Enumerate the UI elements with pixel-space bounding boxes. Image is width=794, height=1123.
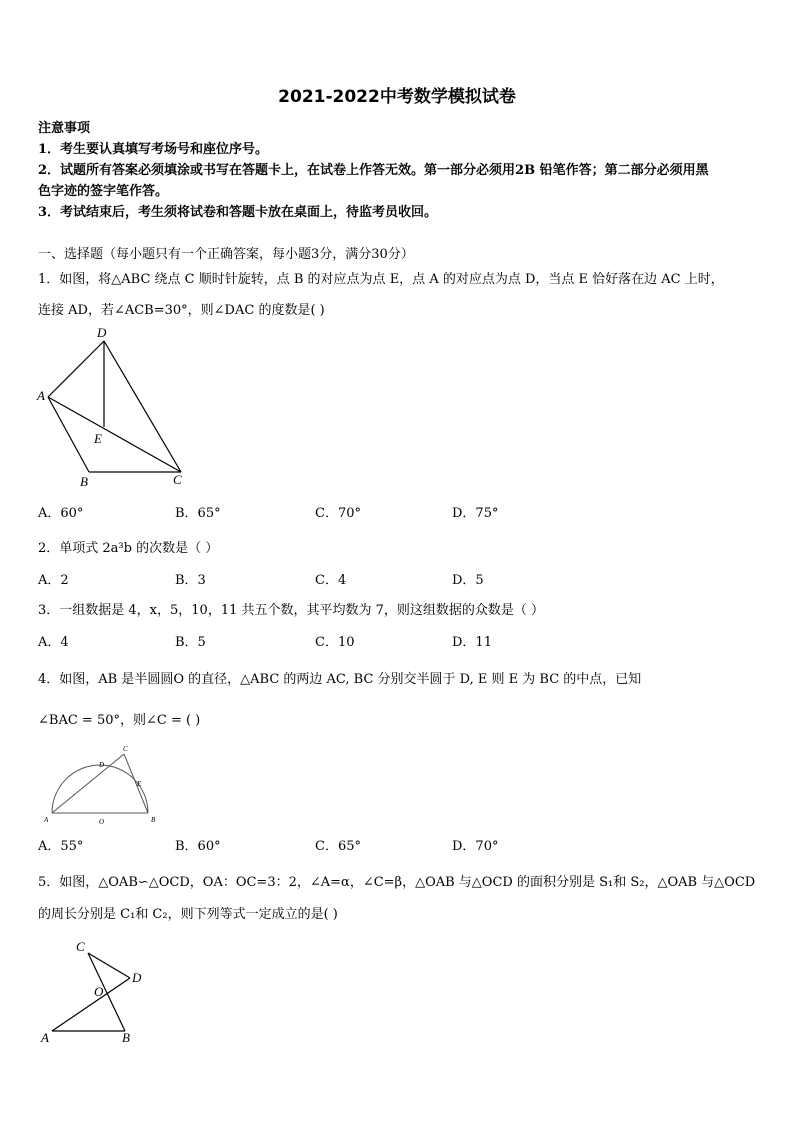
question-1-text: 1．如图，将△ABC 绕点 C 顺时针旋转，点 B 的对应点为点 E，点 A 的对应点为点 D，当点 E 恰好落在边 AC 上时， — [38, 272, 724, 287]
option-b[interactable]: B．3 — [175, 573, 206, 588]
option-d[interactable]: D．11 — [452, 635, 492, 650]
option-d[interactable]: D．5 — [452, 573, 484, 588]
notice-heading: 注意事项 — [38, 121, 91, 136]
label-O: O — [94, 984, 104, 999]
label-D: D — [99, 761, 105, 769]
label-C: C — [123, 745, 128, 753]
option-a[interactable]: A．2 — [38, 573, 69, 588]
option-c[interactable]: C．10 — [315, 635, 355, 650]
notice-item: 3．考试结束后，考生须将试卷和答题卡放在桌面上，待监考员收回。 — [38, 205, 438, 220]
option-d[interactable]: D．70° — [452, 839, 499, 854]
option-a[interactable]: A．55° — [38, 839, 84, 854]
label-D: D — [97, 325, 107, 340]
option-b[interactable]: B．5 — [175, 635, 206, 650]
question-3-text: 3．一组数据是 4，x，5，10，11 共五个数，其平均数为 7，则这组数据的众数是（ ） — [38, 603, 545, 618]
label-E: E — [137, 780, 142, 788]
label-A: A — [44, 816, 49, 824]
label-O: O — [99, 818, 105, 826]
notice-item: 色字迹的签字笔作答。 — [38, 184, 169, 199]
question-1-figure — [0, 0, 200, 160]
option-b[interactable]: B．60° — [175, 839, 221, 854]
option-d[interactable]: D．75° — [452, 506, 499, 521]
question-4-text: ∠BAC = 50°，则∠C = ( ) — [38, 713, 201, 728]
option-c[interactable]: C．65° — [315, 839, 361, 854]
label-B: B — [122, 1030, 130, 1045]
label-A: A — [41, 1030, 49, 1045]
notice-item: 1．考生要认真填写考场号和座位序号。 — [38, 142, 269, 157]
question-1-text: 连接 AD，若∠ACB=30°，则∠DAC 的度数是( ) — [38, 303, 325, 318]
label-B: B — [80, 474, 88, 489]
option-c[interactable]: C．4 — [315, 573, 347, 588]
section-heading: 一、选择题（每小题只有一个正确答案，每小题3分，满分30分） — [38, 247, 414, 262]
label-D: D — [132, 970, 142, 985]
option-c[interactable]: C．70° — [315, 506, 361, 521]
notice-item: 2．试题所有答案必须填涂或书写在答题卡上，在试卷上作答无效。第一部分必须用2B 铅笔作答；第二部分必须用黑 — [38, 163, 709, 178]
question-4-text: 4．如图，AB 是半圆圆O 的直径，△ABC 的两边 AC, BC 分别交半圆于 D, E 则 E 为 BC 的中点，已知 — [38, 672, 642, 687]
question-2-text: 2．单项式 2a³b 的次数是（ ） — [38, 541, 219, 556]
label-A: A — [37, 388, 45, 403]
question-5-text: 5．如图，△OAB∽△OCD，OA：OC=3：2，∠A=α，∠C=β，△OAB 与△OCD 的面积分别是 S₁和 S₂，△OAB 与△OCD — [38, 875, 756, 890]
option-a[interactable]: A．60° — [38, 506, 84, 521]
label-C: C — [76, 939, 85, 954]
label-E: E — [94, 431, 102, 446]
label-C: C — [173, 472, 182, 487]
page-title: 2021-2022中考数学模拟试卷 — [278, 87, 516, 107]
option-a[interactable]: A．4 — [38, 635, 69, 650]
label-B: B — [151, 816, 156, 824]
option-b[interactable]: B．65° — [175, 506, 221, 521]
question-5-text: 的周长分别是 C₁和 C₂，则下列等式一定成立的是( ) — [38, 907, 338, 922]
